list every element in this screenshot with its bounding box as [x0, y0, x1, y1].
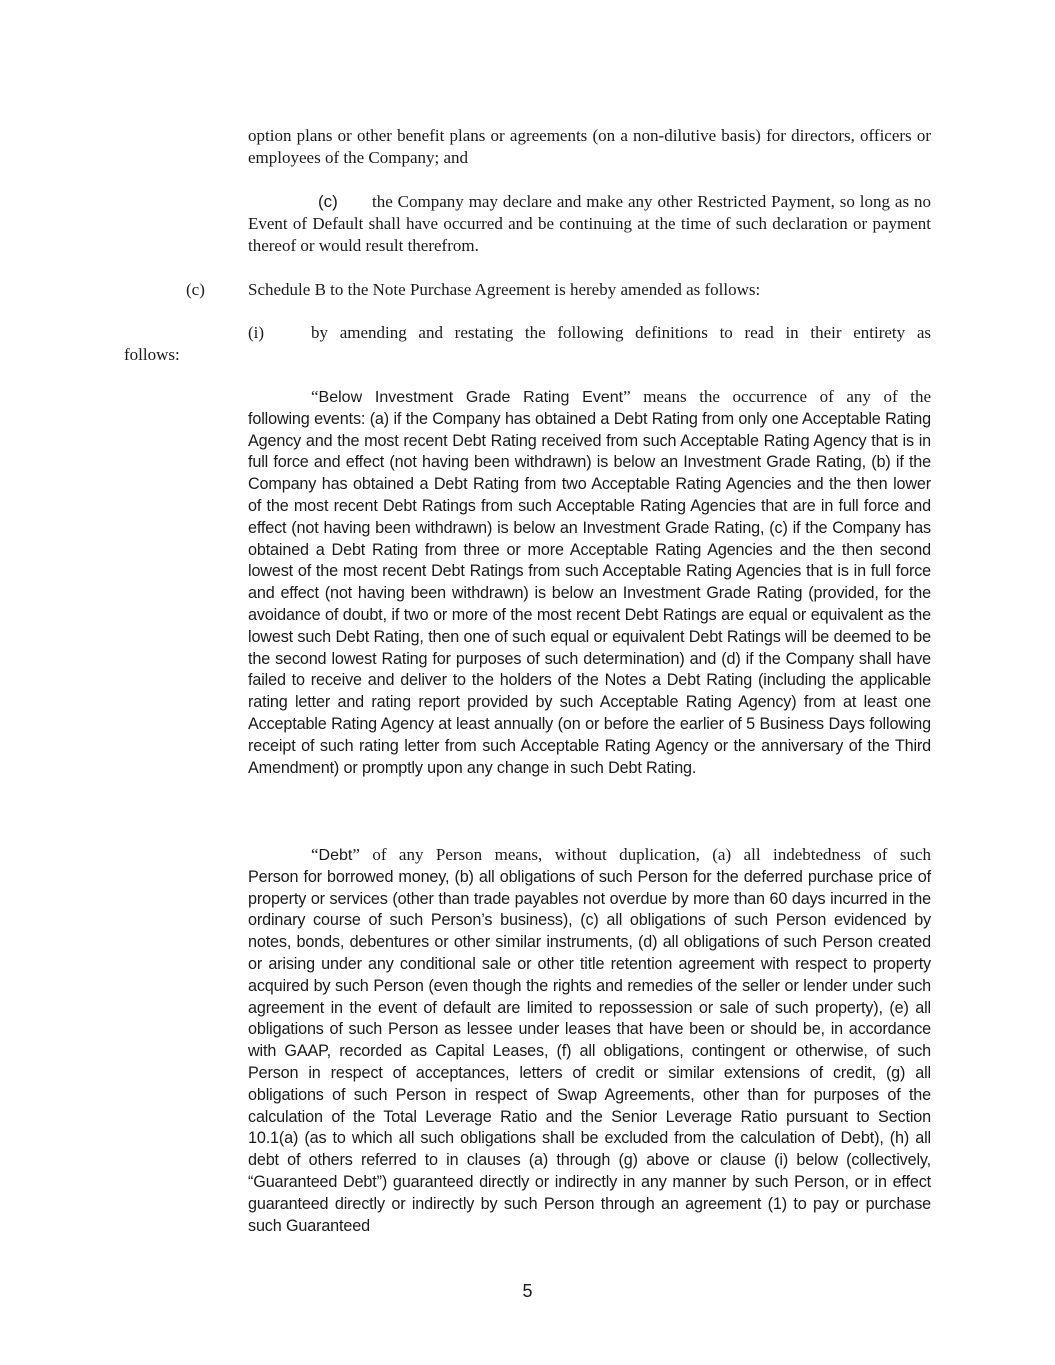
definition-text: following events: (a) if the Company has obtained a Debt Rating from only one Acceptable Rating Agency and the most recent Debt Rating received from such Acceptable Rating Agency that is in full force and effect (not having been withdrawn) is below an Investment Grade Rating, (b) if the Company has obtained a Debt Rating from two Acceptable Rating Agencies and the then lower of the most recent Debt Ratings from such Acceptable Rating Agencies that are in full force and effect (not having been withdrawn) is below an Investment Grade Rating, (c) if the Company has obtained a Debt Rating from three or more Acceptable Rating Agencies and the then second lowest of the most recent Debt Ratings from such Acceptable Rating Agencies that is in full force and effect (not having been withdrawn) is below an Investment Grade Rating (provided, for the avoidance of doubt, if two or more of the most recent Debt Ratings are equal or equivalent as the lowest such Debt Rating, then one of such equal or equivalent Debt Ratings will be deemed to be the second lowest Rating for purposes of such determination) and (d) if the Company shall have failed to receive and deliver to the holders of the Notes a Debt Rating (including the applicable rating letter and rating report provided by such Acceptable Rating Agency) from at least one Acceptable Rating Agency at least annually (on or before the earlier of 5 Business Days following receipt of such rating letter from such Acceptable Rating Agency or the anniversary of the Third Amendment) or promptly upon any change in such Debt Rating.: [248, 409, 931, 777]
definition-intro: ” means the occurrence of any of the: [623, 387, 931, 406]
defined-term-guaranteed-debt: Guaranteed Debt: [253, 1172, 377, 1191]
definition-text-part-a: Person for borrowed money, (b) all obligations of such Person for the deferred purchase price of property or services (other than trade payables not overdue by more than 60 days incurred in the ordinary course of such Person’s business), (c) all obligations of such Person evidenced by notes, bonds, debentures or other similar instruments, (d) all obligations of such Person created or arising under any conditional sale or other title retention agreement with respect to property acquired by such Person (even though the rights and remedies of the seller or lender under such agreement in the event of default are limited to repossession or sale of such property), (e) all obligations of such Person as lessee under leases that have been or should be, in accordance with GAAP, recorded as Capital Leases, (f) all obligations, contingent or otherwise, of such Person in respect of acceptances, letters of credit or similar extensions of credit, (g) all obligations of such Person in respect of Swap Agreements, other than for purposes of the calculation of the Total Leverage Ratio and the Senior Leverage Ratio pursuant to Section 10.1(a) (as to which all such obligations shall be excluded from the calculation of Debt), (h) all debt of others referred to in clauses (a) through (g) above or clause (i) below (collectively, “: [248, 867, 931, 1191]
definition-text-part-b: ”) guaranteed directly or indirectly in any manner by such Person, or in effect guaranteed directly or indirectly by such Person through an agreement (1) to pay or purchase such Guaranteed: [248, 1172, 931, 1235]
open-quote: “: [311, 387, 319, 406]
definition-first-line: [248, 844, 931, 867]
definition-intro: ” of any Person means, without duplication, (a) all indebtedness of such: [352, 845, 931, 864]
clause-label: (c): [318, 192, 338, 211]
defined-term: Debt: [318, 847, 353, 864]
definition-text: [248, 867, 931, 1238]
open-quote: “: [311, 845, 319, 864]
clause-c-paragraph: the Company may declare and make any other Restricted Payment, so long as no Event of Default shall have occurred and be continuing at the time of such declaration or payment thereof or would result therefrom.: [248, 192, 931, 255]
item-label: (i): [248, 323, 265, 342]
amending-paragraph-line1: by amending and restating the following definitions to read in their entirety as: [311, 323, 931, 342]
definition-first-line: [248, 386, 931, 409]
definition-below-investment-grade: [248, 386, 931, 779]
paragraph-continuation: option plans or other benefit plans or agreements (on a non-dilutive basis) for directors, officers or employees of the Company; and: [248, 126, 931, 167]
schedule-b-paragraph: Schedule B to the Note Purchase Agreement is hereby amended as follows:: [248, 280, 761, 299]
definition-debt: [248, 844, 931, 1237]
defined-term: Below Investment Grade Rating Event: [318, 389, 624, 406]
section-label: (c): [186, 280, 205, 299]
amending-paragraph-line2: follows:: [124, 345, 180, 364]
page-number: 5: [522, 1281, 533, 1301]
